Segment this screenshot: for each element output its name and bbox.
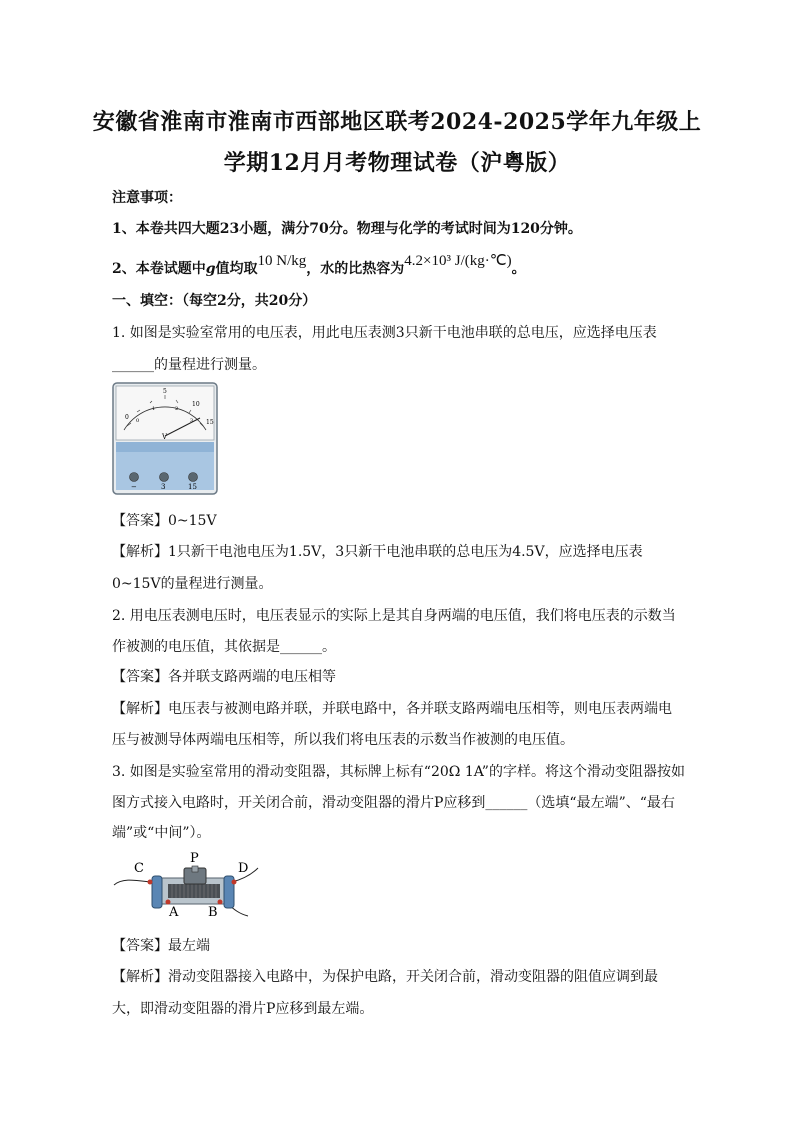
terminal-3: 3 xyxy=(161,483,166,491)
q3-analysis-line2: 大，即滑动变阻器的滑片P应移到最左端。 xyxy=(112,1001,374,1017)
gravity-formula: 10 N/kg xyxy=(257,253,307,269)
q2-answer xyxy=(112,666,336,686)
notes-item-2-end: 。 xyxy=(511,261,526,277)
q2-analysis-text: 电压表与被测电路并联，并联电路中，各并联支路两端电压相等，则电压表两端电 xyxy=(168,701,672,717)
q3-text-line1: 3. 如图是实验室常用的滑动变阻器，其标牌上标有“20Ω 1A”的字样。将这个滑动变阻器按如 xyxy=(112,764,685,780)
q2-analysis-line2: 压与被测导体两端电压相等，所以我们将电压表的示数当作被测的电压值。 xyxy=(112,732,574,748)
q1-text-line1: 1. 如图是实验室常用的电压表，用此电压表测3只新干电池串联的总电压，应选择电压表 xyxy=(112,325,657,341)
meter-inner-3: 3 xyxy=(190,418,194,424)
meter-outer-0: 0 xyxy=(125,414,129,421)
answer-tag: 【答案】 xyxy=(112,669,168,685)
q1-text-line2: ______的量程进行测量。 xyxy=(112,357,266,373)
rheostat-figure xyxy=(112,850,260,920)
notes-item-2-mid2: ，水的比热容为 xyxy=(306,261,405,277)
meter-inner-2: 2 xyxy=(175,406,179,412)
meter-unit: V xyxy=(162,433,168,441)
meter-inner-0: 0 xyxy=(136,418,140,424)
q3-answer xyxy=(112,935,210,955)
terminal-negative: − xyxy=(131,483,137,491)
q1-analysis-line1 xyxy=(112,541,643,561)
q1-answer xyxy=(112,510,217,530)
rheostat-label-d: D xyxy=(238,861,249,876)
meter-inner-1: 1 xyxy=(152,406,156,412)
q2-answer-value: 各并联支路两端的电压相等 xyxy=(168,669,336,685)
rheostat-label-b: B xyxy=(208,905,218,920)
specific-heat-formula: 4.2×10³ J/(kg·℃) xyxy=(404,253,512,269)
meter-outer-15: 15 xyxy=(206,419,214,426)
notes-item-2-mid: 值均取 xyxy=(215,261,258,277)
voltmeter-figure xyxy=(112,382,218,495)
q3-text-line2: 图方式接入电路时，开关闭合前，滑动变阻器的滑片P应移到______（选填“最左端”、“最右 xyxy=(112,795,675,811)
meter-outer-10: 10 xyxy=(192,401,200,408)
q3-answer-value: 最左端 xyxy=(168,938,210,954)
q3-text-line3: 端”或“中间”）。 xyxy=(112,825,211,841)
analysis-tag: 【解析】 xyxy=(112,544,168,560)
notes-item-2-pre: 2、本卷试题中 xyxy=(112,261,206,277)
q1-answer-value: 0~15V xyxy=(168,513,217,529)
q2-text-line2: 作被测的电压值，其依据是______。 xyxy=(112,639,336,655)
answer-tag: 【答案】 xyxy=(112,938,168,954)
meter-outer-5: 5 xyxy=(163,388,167,395)
analysis-tag: 【解析】 xyxy=(112,701,168,717)
notes-item-2-g: g xyxy=(205,261,216,277)
q2-analysis-line1 xyxy=(112,698,672,718)
section-1-heading: 一、填空：（每空2分，共20分） xyxy=(112,293,317,309)
rheostat-label-p: P xyxy=(190,851,199,866)
document-title-line1: 安徽省淮南市淮南市西部地区联考2024-2025学年九年级上 xyxy=(92,109,702,135)
q3-analysis-line1 xyxy=(112,966,658,986)
q2-text-line1: 2. 用电压表测电压时，电压表显示的实际上是其自身两端的电压值，我们将电压表的示数当 xyxy=(112,608,676,624)
q1-analysis-line2: 0~15V的量程进行测量。 xyxy=(112,576,273,592)
terminal-15: 15 xyxy=(188,483,197,491)
rheostat-label-a: A xyxy=(169,905,179,920)
notes-item-1: 1、本卷共四大题23小题，满分70分。物理与化学的考试时间为120分钟。 xyxy=(112,221,582,237)
document-title-line2: 学期12月月考物理试卷（沪粤版） xyxy=(223,150,571,176)
notes-item-2 xyxy=(112,253,526,278)
analysis-tag: 【解析】 xyxy=(112,969,168,985)
answer-tag: 【答案】 xyxy=(112,513,168,529)
notes-heading: 注意事项： xyxy=(112,190,182,206)
rheostat-label-c: C xyxy=(134,861,144,876)
q1-analysis-text: 1只新干电池电压为1.5V，3只新干电池串联的总电压为4.5V，应选择电压表 xyxy=(168,544,643,560)
q3-analysis-text: 滑动变阻器接入电路中，为保护电路，开关闭合前，滑动变阻器的阻值应调到最 xyxy=(168,969,658,985)
